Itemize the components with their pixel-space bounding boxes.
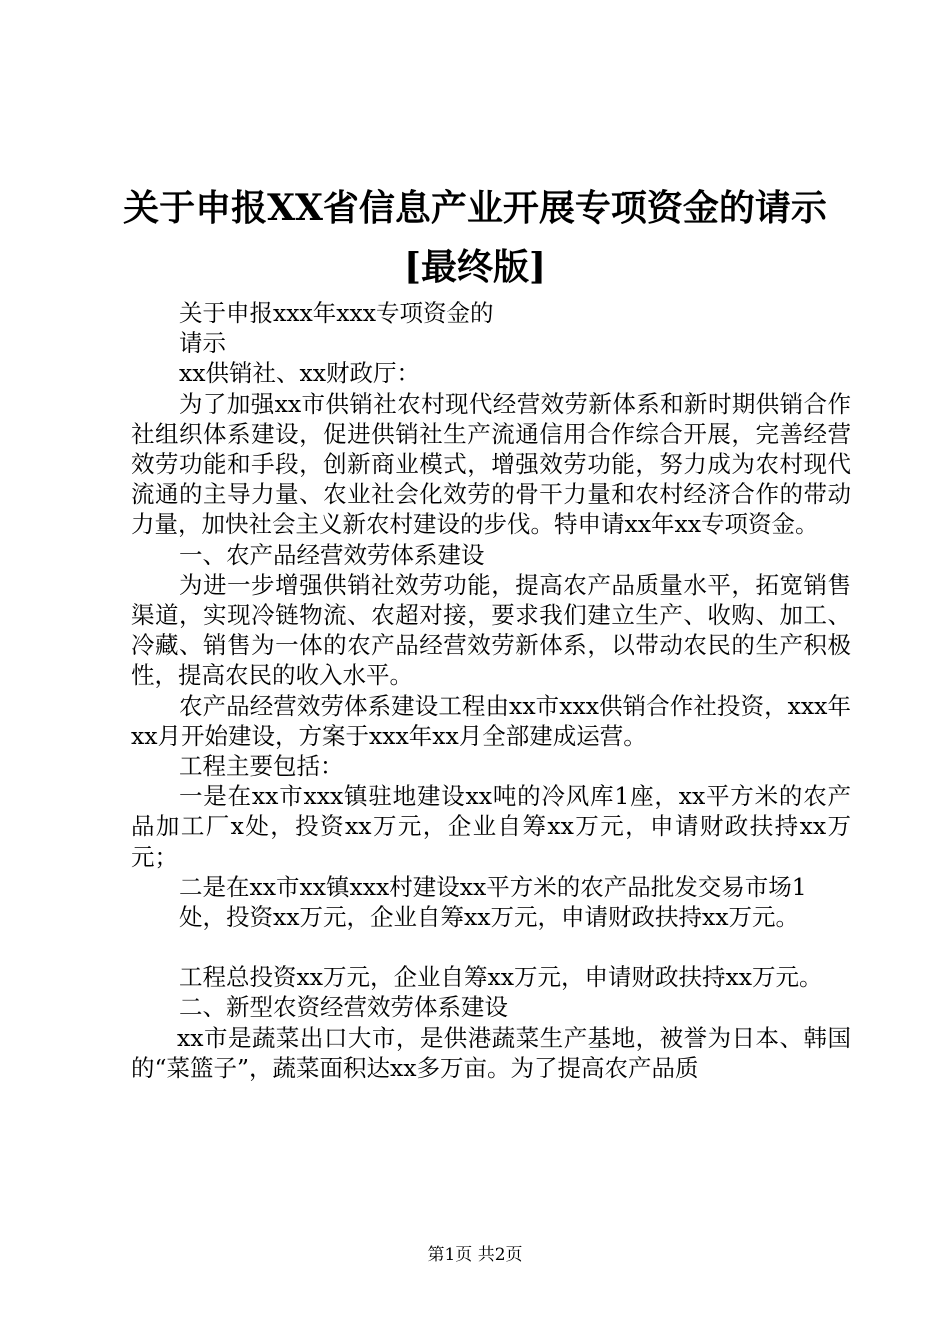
page-footer: 第1页 共2页 <box>427 1245 523 1265</box>
blank-line <box>131 932 851 962</box>
addressee: xx供销社、xx财政厅： <box>179 359 421 388</box>
paragraph-project-contents: 工程主要包括： <box>179 752 344 781</box>
subject-line-cont: 请示 <box>179 329 226 358</box>
paragraph-item-2: 二是在xx市xx镇xxx村建设xx平方米的农产品批发交易市场1 <box>179 872 807 901</box>
paragraph-total-investment: 工程总投资xx万元，企业自筹xx万元，申请财政扶持xx万元。 <box>179 963 823 992</box>
document-title-version: [最终版] <box>403 246 547 288</box>
paragraph-item-2-cont: 处，投资xx万元，企业自筹xx万元，申请财政扶持xx万元。 <box>179 903 800 932</box>
paragraph-section1-purpose: 为进一步增强供销社效劳功能，提高农产品质量水平，拓宽销售渠道，实现冷链物流、农超对接，要求我们建立生产、收购、加工、冷藏、销售为一体的农产品经营效劳新体系，以带动农民的生产积极性，提高农民的收入水平。 <box>131 570 851 690</box>
paragraph-section1-schedule: 农产品经营效劳体系建设工程由xx市xxx供销合作社投资，xxx年xx月开始建设，方案于xxx年xx月全部建成运营。 <box>131 691 851 750</box>
subject-line: 关于申报xxx年xxx专项资金的 <box>179 299 494 327</box>
document-body <box>131 298 851 1083</box>
paragraph-section2-intro: xx市是蔬菜出口大市，是供港蔬菜生产基地，被誉为日本、韩国的“菜篮子”，蔬菜面积达xx多万亩。为了提高农产品质 <box>131 1023 851 1082</box>
paragraph-intro: 为了加强xx市供销社农村现代经营效劳新体系和新时期供销合作社组织体系建设，促进供销社生产流通信用合作综合开展，完善经营效劳功能和手段，创新商业模式，增强效劳功能，努力成为农村现代流通的主导力量、农业社会化效劳的骨干力量和农村经济合作的带动力量，加快社会主义新农村建设的步伐。特申请xx年xx专项资金。 <box>131 389 851 539</box>
section-heading-1: 一、农产品经营效劳体系建设 <box>179 540 485 569</box>
section-heading-2: 二、新型农资经营效劳体系建设 <box>179 993 508 1022</box>
paragraph-item-1: 一是在xx市xxx镇驻地建设xx吨的冷风库1座，xx平方米的农产品加工厂x处，投资xx万元，企业自筹xx万元，申请财政扶持xx万元； <box>131 782 851 871</box>
document-title: 关于申报XX省信息产业开展专项资金的请示 <box>123 187 827 229</box>
